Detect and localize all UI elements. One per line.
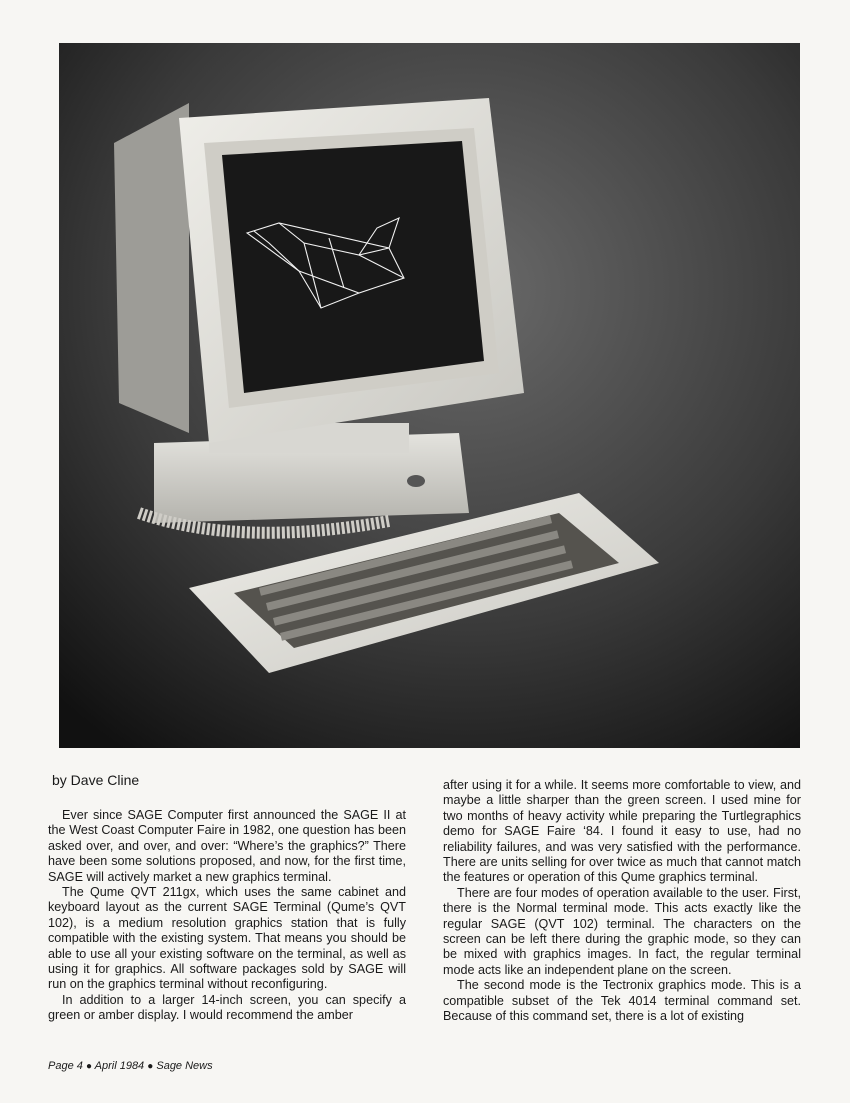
- footer-page: Page 4: [48, 1060, 83, 1072]
- footer-date: April 1984: [94, 1060, 145, 1072]
- paragraph: The second mode is the Tectronix graphics mode. This is a compatible subset of the Tek 4014 terminal command set. Because of this command set, there is a lot of existing: [443, 978, 801, 1024]
- bullet-icon: ●: [147, 1061, 154, 1072]
- paragraph: The Qume QVT 211gx, which uses the same cabinet and keyboard layout as the current SAGE Terminal (Qume’s QVT 102), is a medium resolution graphics station that is fully compatible with the existing system. That means you should be able to use all your existing software on the terminal, as well as using it for graphics. All software packages sold by SAGE will run on the graphics terminal without reconfiguring.: [48, 885, 406, 992]
- bullet-icon: ●: [85, 1061, 92, 1072]
- paragraph: Ever since SAGE Computer first announced the SAGE II at the West Coast Computer Faire in 1982, one question has been asked over, and over, and over: “Where’s the graphics?” There have been some solutions proposed, and now, for the first time, SAGE will actively market a new graphics terminal.: [48, 808, 406, 884]
- paragraph: In addition to a larger 14-inch screen, you can specify a green or amber display. I would recommend the amber: [48, 992, 406, 1023]
- byline: by Dave Cline: [52, 772, 140, 788]
- article-column-left: [48, 808, 406, 1024]
- paragraph: after using it for a while. It seems more comfortable to view, and maybe a little sharper than the green screen. I used mine for two months of heavy activity while preparing the Turtlegraphics demo for SAGE Faire ‘84. I found it easy to use, had no reliability failures, and was very satisfied with the performance. There are units selling for over twice as much that cannot match the features or operation of this Qume graphics terminal.: [443, 778, 801, 885]
- page-footer: [48, 1060, 213, 1072]
- article-column-right: [443, 778, 801, 1025]
- monitor-screen: [222, 141, 484, 393]
- paragraph: There are four modes of operation available to the user. First, there is the Normal terminal mode. This acts exactly like the regular SAGE (QVT 102) terminal. The characters on the screen can be left there during the graphic mode, so they can be mixed with graphics images. In fact, the regular terminal mode acts like an independent plane on the screen.: [443, 885, 801, 977]
- footer-publication: Sage News: [156, 1060, 213, 1072]
- terminal-photo: [59, 43, 800, 748]
